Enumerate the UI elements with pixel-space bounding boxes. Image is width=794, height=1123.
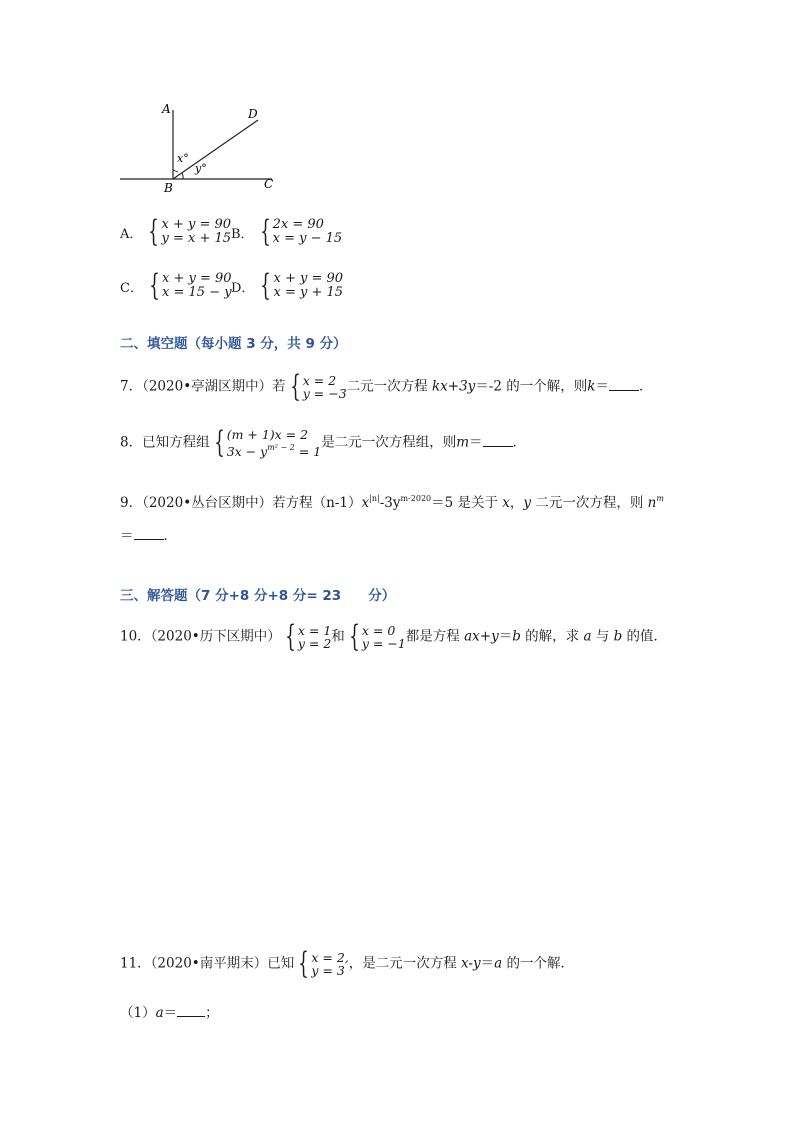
- label-y-angle: y°: [195, 162, 207, 175]
- q11-prefix: 11．（2020•南平期末）已知: [120, 955, 295, 972]
- q7-eq: ＝: [595, 378, 609, 395]
- angle-arc: [182, 173, 183, 179]
- label-c: C: [264, 177, 274, 191]
- question-8: [120, 425, 527, 460]
- q7-var: k: [587, 378, 596, 395]
- q8-mid: 是二元一次方程组，则: [321, 434, 457, 451]
- brace-icon: {: [213, 425, 225, 460]
- question-10: 10．（2020•历下区期中） { x = 1 y = 2 和 { x = 0 y = −1 都是方程 ax+y＝b 的解，求 a 与 b 的值．: [120, 619, 668, 654]
- q8-prefix: 8．已知方程组: [120, 434, 210, 451]
- question-9: 9．（2020•丛台区期中）若方程$(n-1)x^{|n|}-3y^{m-2020}=5$ 是关于 x，y 二元一次方程，则 $n^m$: [120, 494, 664, 511]
- option-letter: C．: [120, 280, 143, 296]
- option-line: x + y = 90: [273, 271, 344, 286]
- option-letter: A．: [120, 226, 143, 242]
- q8-sys-line2: $3x - y^{m^2 - 2} = 1$: [226, 443, 322, 459]
- question-11-sub1: （1）a＝ ；: [120, 1005, 219, 1021]
- brace-icon: {: [149, 268, 160, 303]
- option-line: x + y = 90: [161, 217, 232, 232]
- option-line: x = y − 15: [272, 231, 343, 246]
- question-9-line2: ＝ ．: [120, 528, 177, 544]
- option-line: 2x = 90: [272, 217, 324, 232]
- label-b: B: [164, 181, 173, 195]
- brace-icon: {: [260, 268, 272, 303]
- q10-prefix: 10．（2020•历下区期中）: [120, 628, 281, 645]
- answer-blank[interactable]: [609, 378, 639, 391]
- answer-blank[interactable]: [134, 527, 164, 540]
- q8-sys-line: (m + 1)x = 2: [226, 427, 309, 442]
- question-11: 11．（2020•南平期末）已知 { x = 2, y = 3 ，是二元一次方程 x-y＝a 的一个解．: [120, 946, 574, 981]
- q7-end: ．: [638, 378, 653, 395]
- option-b[interactable]: [231, 214, 343, 249]
- answer-blank[interactable]: [177, 1004, 205, 1017]
- option-line: y = x + 15: [161, 231, 232, 246]
- q7-sys-line: y = −3: [302, 386, 347, 401]
- section-title-fill-in: 二、填空题（每小题 3 分，共 9 分）: [120, 336, 347, 352]
- option-line: x + y = 90: [162, 271, 232, 286]
- brace-icon: {: [298, 946, 310, 981]
- brace-icon: {: [349, 619, 360, 654]
- q7-prefix: 7．（2020•亭湖区期中）若: [120, 378, 286, 395]
- option-c[interactable]: [120, 268, 232, 303]
- q9-prefix: 9．（2020•丛台区期中）若方程（n-1）: [120, 495, 362, 511]
- brace-icon: {: [285, 619, 296, 654]
- brace-icon: {: [289, 369, 301, 404]
- q7-sys-line: x = 2: [302, 373, 337, 388]
- option-line: x = y + 15: [273, 285, 344, 300]
- label-d: D: [248, 107, 258, 121]
- right-angle-mark: [173, 170, 178, 172]
- option-line: x = 15 − y: [162, 285, 232, 300]
- q8-var: m: [456, 434, 470, 451]
- answer-blank[interactable]: [483, 434, 513, 447]
- label-a: A: [162, 102, 171, 116]
- option-letter: B．: [231, 226, 254, 242]
- q7-equation: kx+3y: [431, 378, 476, 395]
- q8-end: ．: [512, 434, 527, 451]
- label-x-angle: x°: [177, 152, 189, 165]
- q7-eq-tail: ＝-2 的一个解，则: [475, 378, 588, 395]
- option-letter: D．: [231, 280, 255, 296]
- section-title-solve: 三、解答题（7 分+8 分+8 分= 23 分）: [120, 588, 396, 604]
- question-7: [120, 369, 653, 404]
- angle-figure: [112, 98, 292, 198]
- brace-icon: {: [259, 214, 271, 249]
- line-bd: [173, 120, 258, 179]
- brace-icon: {: [148, 214, 160, 249]
- q8-eq: ＝: [469, 434, 483, 451]
- q7-mid: 二元一次方程: [346, 378, 432, 395]
- option-d[interactable]: [231, 268, 344, 303]
- option-a[interactable]: [120, 214, 232, 249]
